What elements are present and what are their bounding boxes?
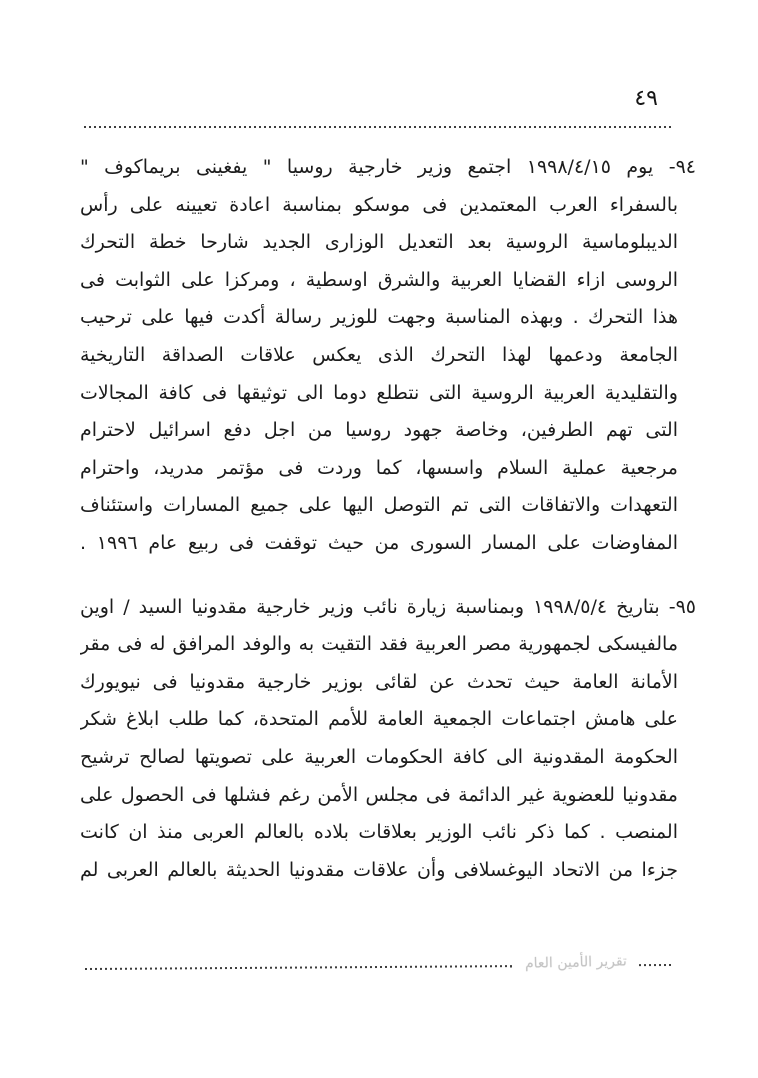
text-line: الديبلوماسية الروسية بعد التعديل الوزارى الجديد شارحا خطة التحرك: [80, 231, 678, 254]
text-line: [80, 589, 696, 627]
text-line: مقدونيا للعضوية غير الدائمة فى مجلس الأمن رغم فشلها فى الحصول على: [80, 783, 678, 806]
paragraph-94: [80, 149, 696, 563]
text-line: المفاوضات على المسار السورى من حيث توقفت فى ربيع عام ١٩٩٦ .: [80, 531, 678, 554]
text-line: جزءا من الاتحاد اليوغسلافى وأن علاقات مقدونيا الحديثة بالعالم العربى لم: [80, 858, 678, 881]
text-line: الحكومة المقدونية الى كافة الحكومات العربية على تصويتها لصالح ترشيح: [80, 745, 678, 768]
footer: [85, 953, 673, 978]
text-line: الأمانة العامة حيث تحدث عن لقائى بوزير خارجية مقدونيا فى نيويورك: [80, 670, 678, 693]
text-line: التى تهم الطرفين، وخاصة جهود روسيا من اجل دفع اسرائيل لاحترام: [80, 419, 678, 442]
text-line: مالفيسكى لجمهورية مصر العربية فقد التقيت به والوفد المرافق له فى مقر: [80, 633, 678, 656]
footer-stamp-text: تقرير الأمين العام: [524, 953, 628, 972]
paragraph-number: ٩٥-: [668, 595, 696, 618]
page-number: ٤٩: [634, 86, 658, 111]
line-text: بتاريخ ١٩٩٨/٥/٤ وبمناسبة زيارة نائب وزير خارجية مقدونيا السيد / اوين: [80, 595, 660, 618]
text-line: والتقليدية العربية الروسية التى نتطلع دوما الى توثيقها فى كافة المجالات: [80, 381, 678, 404]
text-line: هذا التحرك . وبهذه المناسبة وجهت للوزير رسالة أكدت فيها على ترحيب: [80, 306, 678, 329]
footer-rule-end: [639, 964, 673, 966]
text-line: المنصب . كما ذكر نائب الوزير بعلاقات بلاده بالعالم العربى منذ ان كانت: [80, 821, 678, 844]
document-body: [80, 149, 696, 889]
text-line: بالسفراء العرب المعتمدين فى موسكو بمناسبة اعادة تعيينه على رأس: [80, 193, 678, 216]
header-rule: [84, 126, 673, 128]
text-line: التعهدات والاتفاقات التى تم التوصل اليها على جميع المسارات واستئناف: [80, 494, 678, 517]
paragraph-number: ٩٤-: [668, 156, 696, 178]
text-line: على هامش اجتماعات الجمعية العامة للأمم المتحدة، كما طلب ابلاغ شكر: [80, 708, 678, 731]
text-line: مرجعية عملية السلام واسسها، كما وردت فى مؤتمر مدريد، واحترام: [80, 456, 678, 479]
text-line: [80, 149, 696, 187]
line-text: يوم ١٩٩٨/٤/١٥ اجتمع وزير خارجية روسيا " يفغينى بريماكوف ": [80, 156, 654, 178]
paragraph-95: [80, 589, 696, 890]
footer-rule: [85, 965, 513, 970]
text-line: الجامعة ودعمها لهذا التحرك الذى يعكس علاقات الصداقة التاريخية: [80, 343, 678, 366]
text-line: الروسى ازاء القضايا العربية والشرق اوسطية ، ومركزا على الثوابت فى: [80, 268, 678, 291]
